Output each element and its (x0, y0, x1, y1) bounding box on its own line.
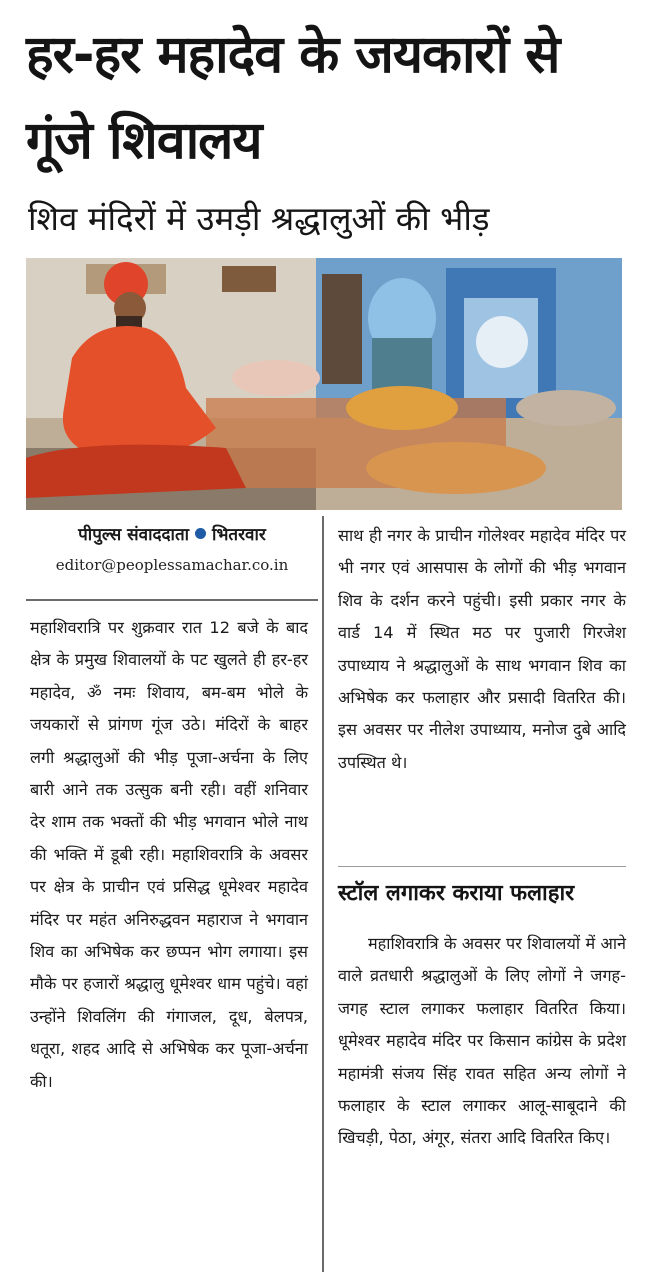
article-column-right-bottom: महाशिवरात्रि के अवसर पर शिवालयों में आने वाले व्रतधारी श्रद्धालुओं के लिए लोगों ने जगह-जगह स्टाल लगाकर फलाहार वितरित किया। धूमेश्वर महादेव मंदिर पर किसान कांग्रेस के प्रदेश महामंत्री संजय सिंह रावत सहित अन्य लोगों ने फलाहार के स्टाल लगाकर आलू-साबूदाने की खिचड़ी, पेठा, अंगूर, संतरा आदि वितरित किए। (338, 934, 626, 1148)
article-column-right-top: साथ ही नगर के प्राचीन गोलेश्वर महादेव मंदिर पर भी नगर एवं आसपास के लोगों की भीड़ भगवान शिव के दर्शन करने पहुंची। इसी प्रकार नगर के वार्ड 14 में स्थित मठ पर पुजारी गिरजेश उपाध्याय ने श्रद्धालुओं के साथ भगवान शिव का अभिषेक कर फलाहार और प्रसादी वितरित की। इस अवसर पर नीलेश उपाध्याय, मनोज दुबे आदि उपस्थित थे। (338, 526, 626, 772)
section-rule (338, 866, 626, 867)
section-heading: स्टॉल लगाकर कराया फलाहार (338, 881, 575, 906)
byline (26, 516, 318, 550)
headline: हर-हर महादेव के जयकारों से गूंजे शिवालय (26, 25, 560, 171)
temple-ritual-photo-icon (26, 258, 622, 510)
column-rule (322, 516, 324, 1272)
article-column-left: महाशिवरात्रि पर शुक्रवार रात 12 बजे के बाद क्षेत्र के प्रमुख शिवालयों के पट खुलते ही हर-हर महादेव, ॐ नमः शिवाय, बम-बम भोले के जयकारों से प्रांगण गूंज उठे। मंदिरों के बाहर लगी श्रद्धालुओं की भीड़ पूजा-अर्चना के लिए बारी आने तक उत्सुक बनी रही। वहीं शनिवार देर शाम तक भक्तों की भीड़ भगवान भोले नाथ की भक्ति में डूबी रही। महाशिवरात्रि के अवसर पर क्षेत्र के प्राचीन एवं प्रसिद्ध धूमेश्वर महादेव मंदिर पर महंत अनिरुद्धवन महाराज ने भगवान शिव का अभिषेक कर छप्पन भोग लगाया। इस मौके पर हजारों श्रद्धालु धूमेश्वर धाम पहुंचे। वहां उन्होंने शिवलिंग की गंगाजल, दूध, बेलपत्र, धतूरा, शहद आदि से अभिषेक कर पूजा-अर्चना की। (30, 618, 308, 1091)
article-photo (26, 258, 622, 510)
byline-reporter: पीपुल्स संवाददाता (78, 524, 190, 545)
subheadline: शिव मंदिरों में उमड़ी श्रद्धालुओं की भीड़ (28, 199, 490, 238)
byline-email: editor@peoplessamachar.co.in (55, 556, 289, 574)
bullet-dot-icon (195, 528, 206, 539)
byline-location: भितरवार (212, 524, 266, 545)
byline-rule (26, 599, 318, 601)
